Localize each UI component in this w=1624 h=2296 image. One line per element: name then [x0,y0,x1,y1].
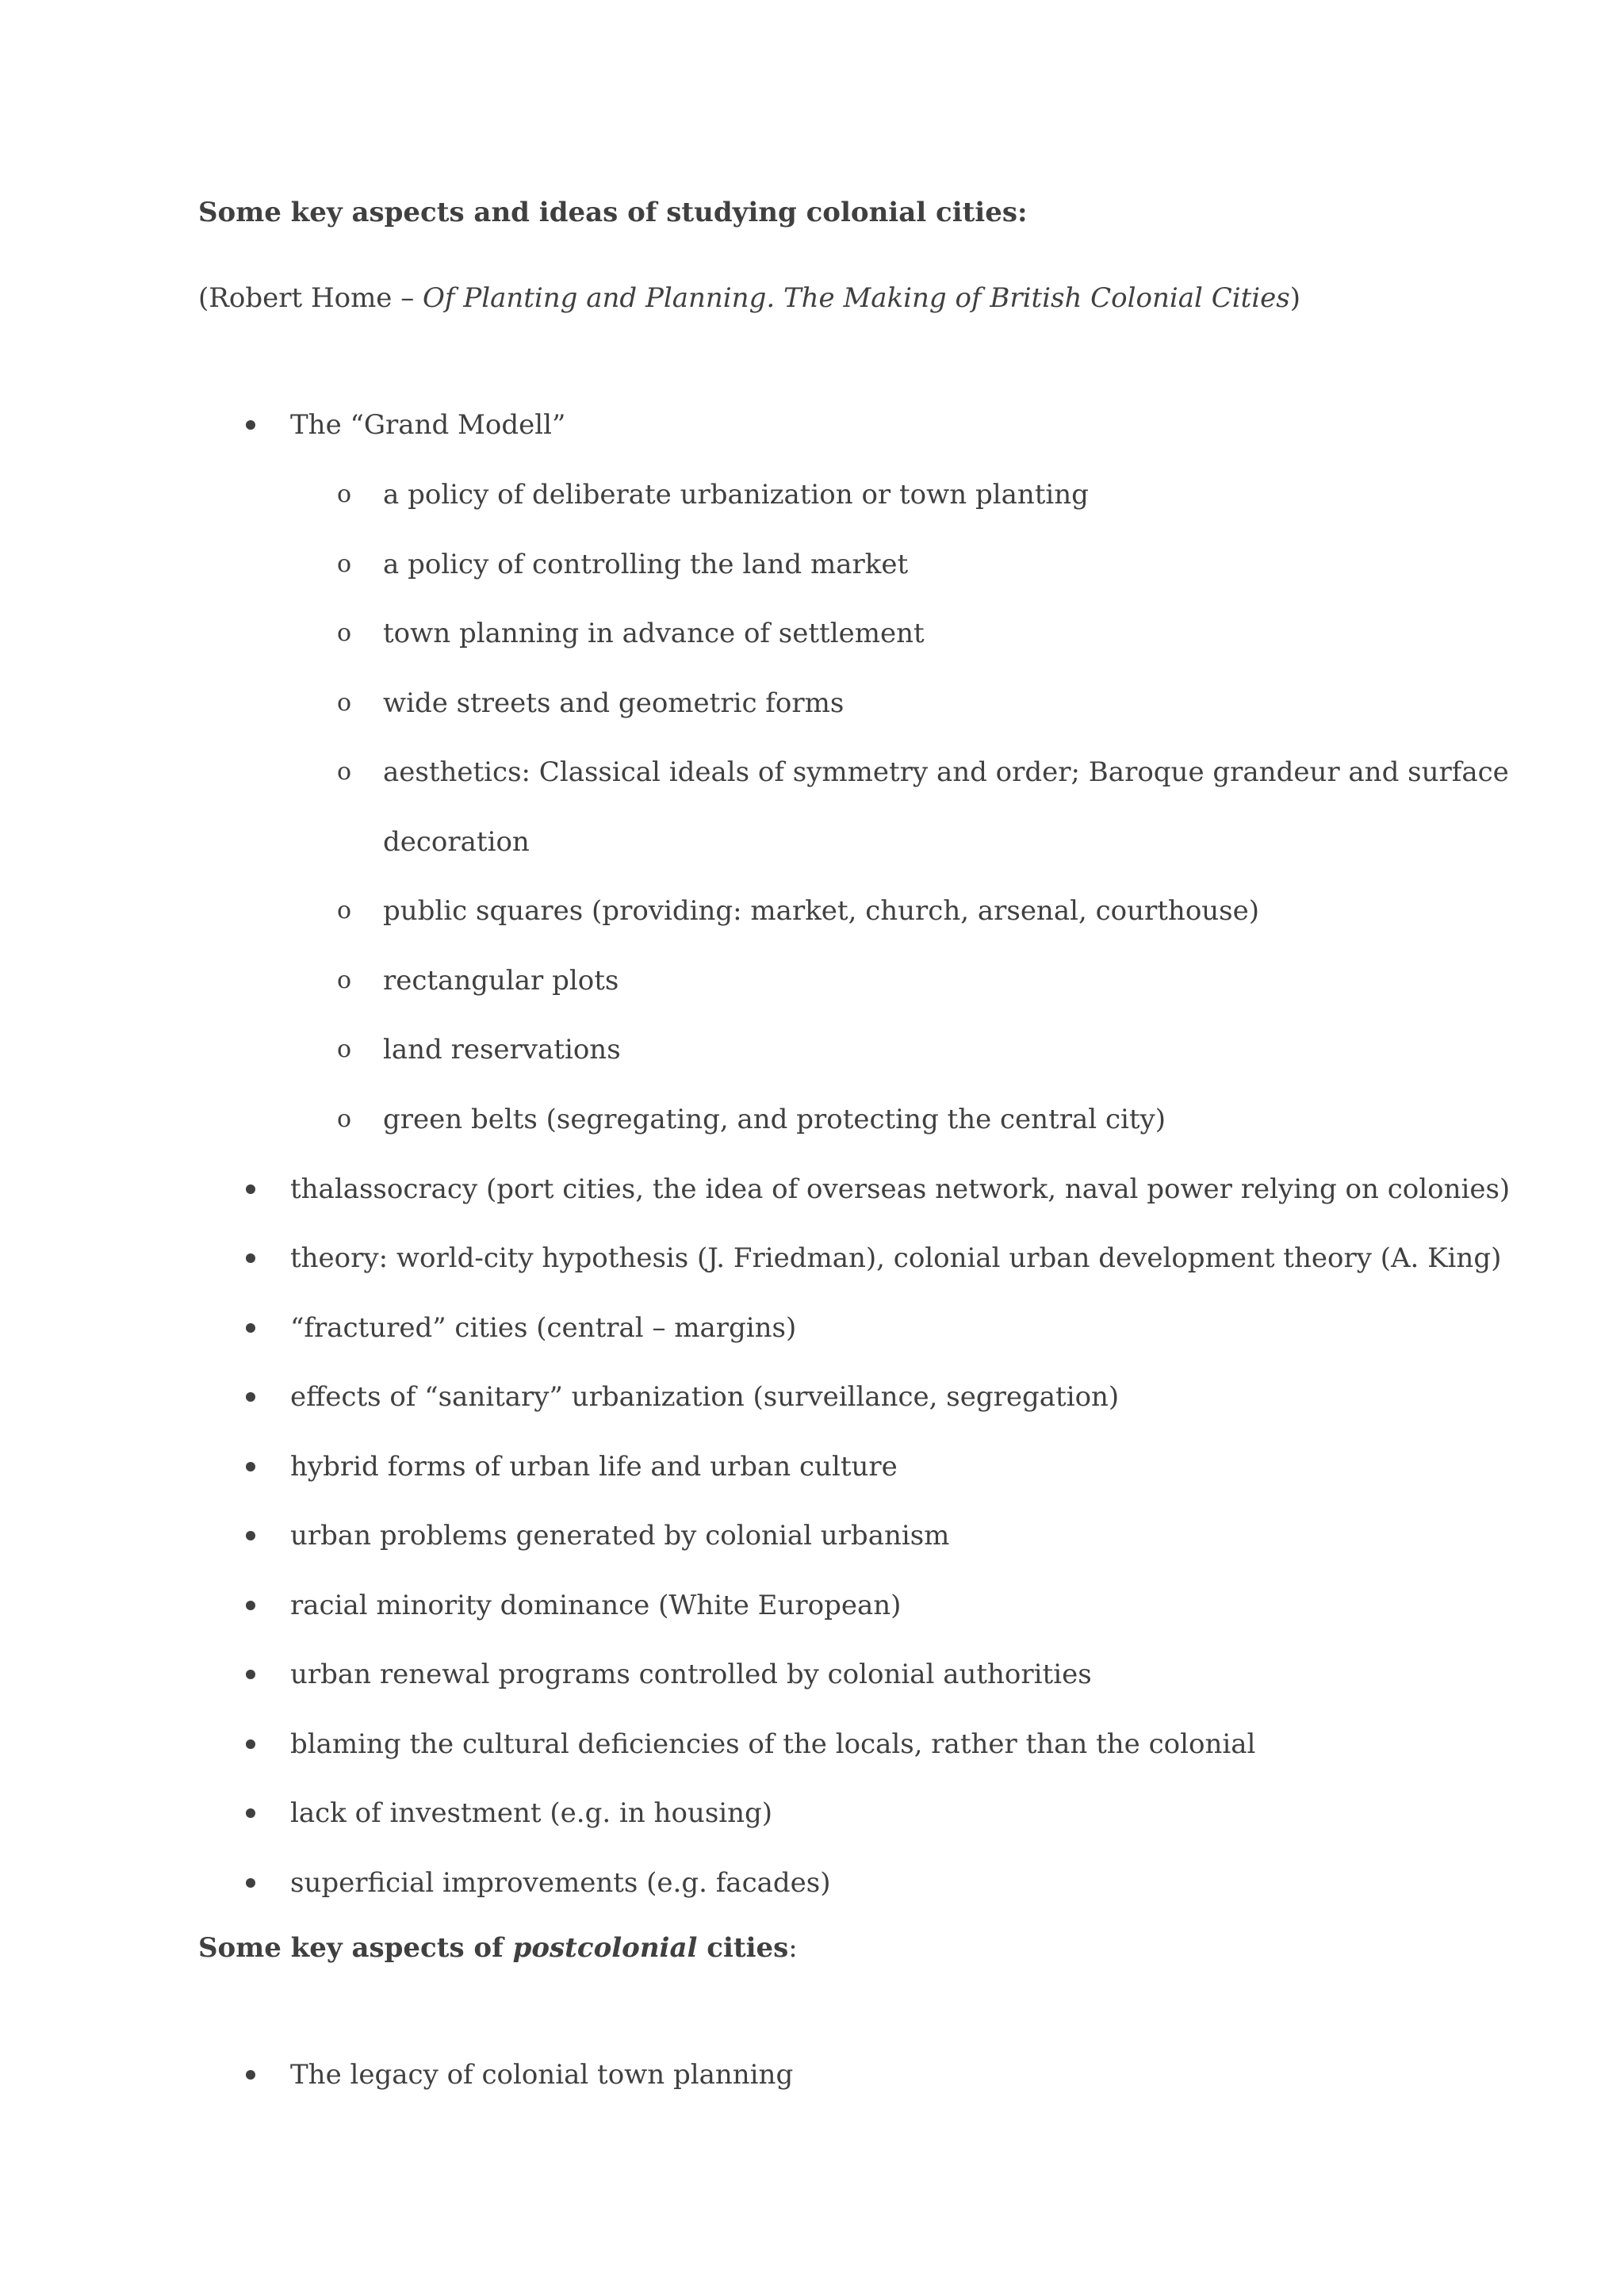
bullet-dot [246,420,255,430]
list-item: The legacy of colonial town planning [290,2059,794,2091]
bullet-dot [246,1323,255,1333]
bullet-dot [246,1601,255,1610]
heading-postcolonial-after: cities [697,1932,789,1964]
list-item: urban problems generated by colonial urbanism [290,1520,950,1552]
circle-bullet-icon: o [337,619,352,647]
sub-list-item: rectangular plots [383,965,619,997]
sub-list-item: aesthetics: Classical ideals of symmetry and order; Baroque grandeur and surface [383,756,1509,788]
list-item: “fractured” cities (central – margins) [290,1312,797,1344]
bullet-dot [246,1670,255,1679]
sub-list-item: public squares (providing: market, church, arsenal, courthouse) [383,895,1260,927]
heading-postcolonial-emph: postcolonial [512,1932,698,1964]
list-item-grand-modell: The “Grand Modell” [290,409,566,441]
sub-list-item: land reservations [383,1034,621,1066]
list-item: racial minority dominance (White European) [290,1590,902,1621]
circle-bullet-icon: o [337,689,352,717]
heading-colonial-cities-text: Some key aspects and ideas of studying colonial cities: [198,197,1028,228]
heading-postcolonial-cities [198,1932,798,1964]
bullet-dot [246,1184,255,1194]
circle-bullet-icon: o [337,1105,352,1133]
circle-bullet-icon: o [337,897,352,924]
list-item: theory: world-city hypothesis (J. Friedman), colonial urban development theory (A. King) [290,1242,1502,1274]
list-item: superficial improvements (e.g. facades) [290,1867,831,1899]
list-item: effects of “sanitary” urbanization (surveillance, segregation) [290,1381,1120,1413]
citation-close: ) [1289,282,1300,314]
citation [198,282,1300,314]
sub-list-item: green belts (segregating, and protecting the central city) [383,1104,1166,1135]
bullet-dot [246,1253,255,1263]
bullet-dot [246,1392,255,1402]
sub-list-item: wide streets and geometric forms [383,687,845,719]
circle-bullet-icon: o [337,1035,352,1063]
bullet-dot [246,2070,255,2080]
bullet-dot [246,1531,255,1540]
citation-book-title: Of Planting and Planning. The Making of British Colonial Cities [423,282,1290,314]
list-item: lack of investment (e.g. in housing) [290,1797,773,1829]
bullet-dot [246,1462,255,1471]
circle-bullet-icon: o [337,758,352,786]
bullet-dot [246,1739,255,1749]
sub-list-item: a policy of deliberate urbanization or town planting [383,479,1089,511]
circle-bullet-icon: o [337,480,352,508]
list-item: thalassocracy (port cities, the idea of overseas network, naval power relying on colonies) [290,1173,1511,1205]
heading-postcolonial-colon: : [788,1932,798,1964]
heading-postcolonial-before: Some key aspects of [198,1932,513,1964]
list-item: hybrid forms of urban life and urban culture [290,1451,898,1483]
sub-list-item-continuation: decoration [383,826,530,858]
list-item: blaming the cultural deficiencies of the locals, rather than the colonial [290,1728,1256,1760]
circle-bullet-icon: o [337,550,352,578]
sub-list-item: town planning in advance of settlement [383,618,925,649]
list-item: urban renewal programs controlled by colonial authorities [290,1659,1092,1690]
circle-bullet-icon: o [337,966,352,994]
heading-colonial-cities [198,197,1028,228]
sub-list-item: a policy of controlling the land market [383,549,909,580]
bullet-dot [246,1878,255,1888]
citation-open: (Robert Home – [198,282,423,314]
bullet-dot [246,1808,255,1818]
